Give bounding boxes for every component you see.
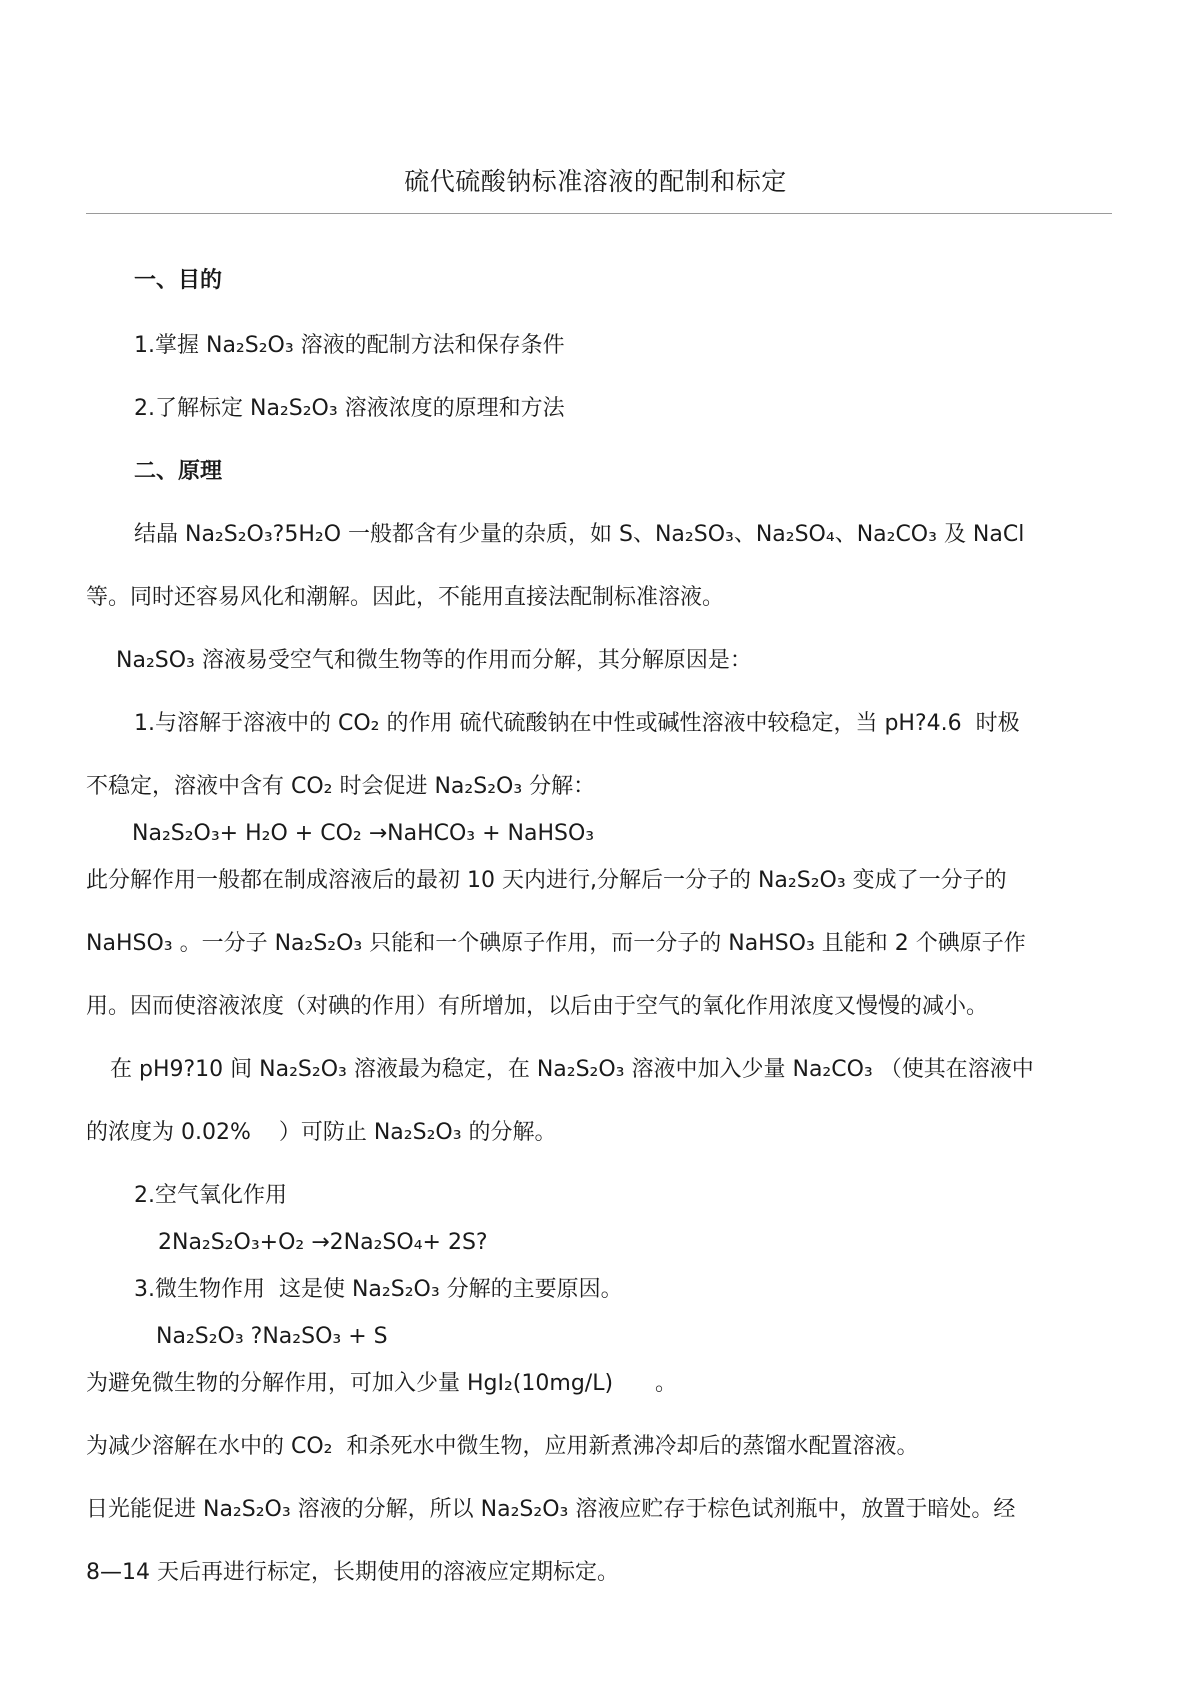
paragraph-line: 日光能促进 Na₂S₂O₃ 溶液的分解，所以 Na₂S₂O₃ 溶液应贮存于棕色试剂瓶中，放置于暗处。经: [86, 1497, 1016, 1522]
paragraph-line: 此分解作用一般都在制成溶液后的最初 10 天内进行,分解后一分子的 Na₂S₂O₃ 变成了一分子的: [86, 868, 1007, 893]
paragraph-line: 3.微生物作用 这是使 Na₂S₂O₃ 分解的主要原因。: [134, 1277, 623, 1302]
chemical-equation: Na₂S₂O₃+ H₂O + CO₂ →NaHCO₃ + NaHSO₃: [132, 821, 595, 846]
paragraph-line: Na₂SO₃ 溶液易受空气和微生物等的作用而分解，其分解原因是：: [116, 648, 752, 673]
paragraph-line: 用。因而使溶液浓度（对碘的作用）有所增加，以后由于空气的氧化作用浓度又慢慢的减小。: [86, 994, 989, 1019]
paragraph-line: 1.与溶解于溶液中的 CO₂ 的作用 硫代硫酸钠在中性或碱性溶液中较稳定，当 pH?4.6 时极: [134, 711, 1020, 736]
paragraph-line: NaHSO₃ 。一分子 Na₂S₂O₃ 只能和一个碘原子作用，而一分子的 NaHSO₃ 且能和 2 个碘原子作: [86, 931, 1026, 956]
paragraph-line: 不稳定，溶液中含有 CO₂ 时会促进 Na₂S₂O₃ 分解：: [86, 774, 596, 799]
paragraph-line: 8—14 天后再进行标定，长期使用的溶液应定期标定。: [86, 1560, 619, 1585]
paragraph-line: 的浓度为 0.02% ）可防止 Na₂S₂O₃ 的分解。: [86, 1120, 557, 1145]
paragraph-line: 在 pH9?10 间 Na₂S₂O₃ 溶液最为稳定，在 Na₂S₂O₃ 溶液中加入少量 Na₂CO₃ （使其在溶液中: [110, 1057, 1034, 1082]
chemical-equation: Na₂S₂O₃ ?Na₂SO₃ + S: [156, 1324, 388, 1349]
paragraph-line: 结晶 Na₂S₂O₃?5H₂O 一般都含有少量的杂质，如 S、Na₂SO₃、Na₂SO₄、Na₂CO₃ 及 NaCl: [134, 522, 1025, 547]
chemical-equation: 2Na₂S₂O₃+O₂ →2Na₂SO₄+ 2S?: [158, 1230, 488, 1255]
objective-item-2: 2.了解标定 Na₂S₂O₃ 溶液浓度的原理和方法: [134, 396, 565, 421]
section-heading-purpose: 一、目的: [134, 268, 223, 293]
paragraph-line: 为避免微生物的分解作用，可加入少量 HgI₂(10mg/L) 。: [86, 1371, 677, 1396]
paragraph-line: 为减少溶解在水中的 CO₂ 和杀死水中微生物，应用新煮沸冷却后的蒸馏水配置溶液。: [86, 1434, 919, 1459]
paragraph-line: 等。同时还容易风化和潮解。因此，不能用直接法配制标准溶液。: [86, 585, 725, 610]
title-underline: [86, 213, 1112, 214]
paragraph-line: 2.空气氧化作用: [134, 1183, 287, 1208]
objective-item-1: 1.掌握 Na₂S₂O₃ 溶液的配制方法和保存条件: [134, 333, 565, 358]
document-title: 硫代硫酸钠标准溶液的配制和标定: [404, 167, 787, 196]
section-heading-principle: 二、原理: [134, 459, 223, 484]
